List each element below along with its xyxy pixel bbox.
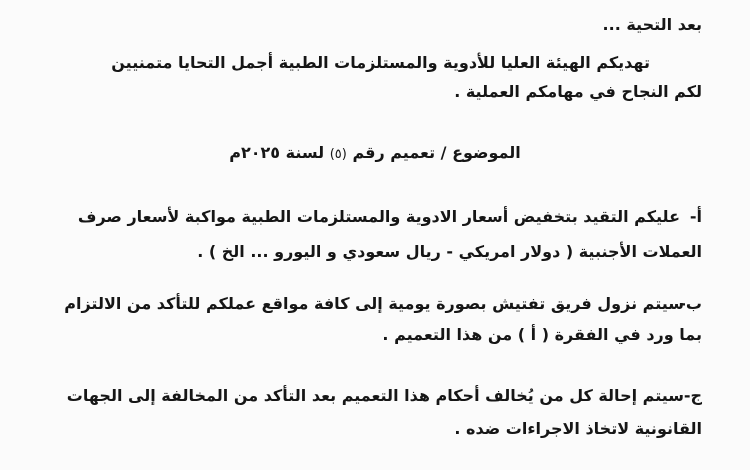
intro-line-1: تهديكم الهيئة العليا للأدوية والمستلزمات الطبية أجمل التحايا متمنيين (111, 53, 650, 72)
item-a-line-2: العملات الأجنبية ( دولار امريكي - ريال سعودي و اليورو ... الخ ) . (197, 242, 702, 261)
item-c-line-2: القانونية لاتخاذ الاجراءات ضده . (454, 419, 702, 438)
subject-year: لسنة ٢٠٢٥م (229, 143, 325, 162)
item-c-line-1: سيتم إحالة كل من يُخالف أحكام هذا التعميم بعد التأكد من المخالفة إلى الجهات (66, 386, 684, 405)
item-b-line-2: بما ورد في الفقرة ( أ ) من هذا التعميم . (382, 325, 702, 344)
item-b-label: ب- (679, 294, 702, 313)
item-b-line-1: سيتم نزول فريق تفتيش بصورة يومية إلى كافة مواقع عملكم للتأكد من الالتزام (64, 294, 684, 313)
item-a-line-1: عليكم التقيد بتخفيض أسعار الادوية والمستلزمات الطبية مواكبة لأسعار صرف (77, 207, 680, 226)
item-a-label: أ- (689, 207, 702, 226)
subject-line (0, 142, 750, 166)
greeting-line: بعد التحية ... (602, 15, 702, 34)
intro-line-2: لكم النجاح في مهامكم العملية . (454, 82, 702, 101)
subject-label: الموضوع / تعميم رقم (352, 143, 521, 162)
item-c-label: ج- (683, 386, 702, 405)
subject-number: (٥) (329, 147, 347, 162)
